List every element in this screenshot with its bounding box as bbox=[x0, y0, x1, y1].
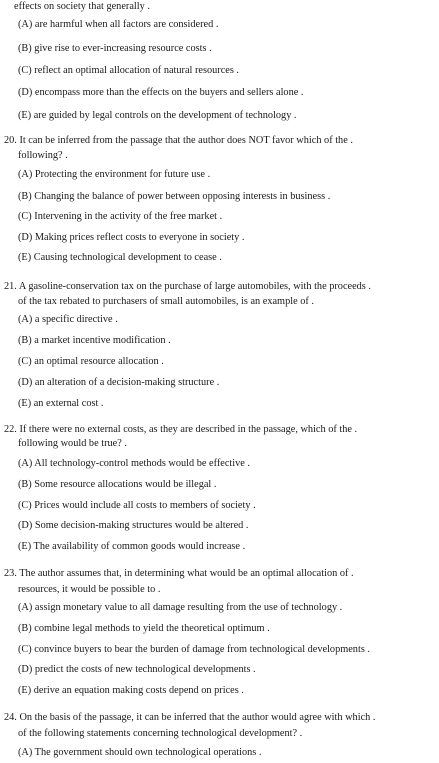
question-20-option-b: (B) Changing the balance of power between opposing interests in business . bbox=[18, 191, 331, 202]
question-23-option-d: (D) predict the costs of new technological developments . bbox=[18, 664, 256, 675]
question-19-option-d: (D) encompass more than the effects on the buyers and sellers alone . bbox=[18, 87, 304, 98]
question-21-option-d: (D) an alteration of a decision-making structure . bbox=[18, 377, 220, 388]
question-21-option-c: (C) an optimal resource allocation . bbox=[18, 356, 164, 367]
question-22-option-c: (C) Prices would include all costs to members of society . bbox=[18, 500, 256, 511]
question-19-option-e: (E) are guided by legal controls on the development of technology . bbox=[18, 110, 297, 121]
question-22-stem-cont: following would be true? . bbox=[18, 438, 127, 449]
question-22-option-d: (D) Some decision-making structures would be altered . bbox=[18, 520, 249, 531]
question-21-stem-cont: of the tax rebated to purchasers of small automobiles, is an example of . bbox=[18, 296, 314, 307]
question-24-stem: 24. On the basis of the passage, it can be inferred that the author would agree with which . bbox=[4, 712, 376, 723]
question-20-stem-cont: following? . bbox=[18, 150, 68, 161]
question-22-option-e: (E) The availability of common goods would increase . bbox=[18, 541, 246, 552]
question-19-option-a: (A) are harmful when all factors are considered . bbox=[18, 19, 219, 30]
question-22-stem: 22. If there were no external costs, as they are described in the passage, which of the . bbox=[4, 424, 358, 435]
question-23-stem: 23. The author assumes that, in determining what would be an optimal allocation of . bbox=[4, 568, 354, 579]
question-20-option-d: (D) Making prices reflect costs to everyone in society . bbox=[18, 232, 245, 243]
question-22-option-a: (A) All technology-control methods would be effective . bbox=[18, 458, 251, 469]
question-21-option-a: (A) a specific directive . bbox=[18, 314, 118, 325]
question-19-stem-end: effects on society that generally . bbox=[14, 1, 150, 12]
question-21-stem: 21. A gasoline-conservation tax on the purchase of large automobiles, with the proceeds . bbox=[4, 281, 371, 292]
question-19-option-c: (C) reflect an optimal allocation of natural resources . bbox=[18, 65, 240, 76]
question-20-option-c: (C) Intervening in the activity of the free market . bbox=[18, 211, 223, 222]
question-23-option-e: (E) derive an equation making costs depend on prices . bbox=[18, 685, 244, 696]
question-21-option-e: (E) an external cost . bbox=[18, 398, 104, 409]
question-24-stem-cont: of the following statements concerning technological development? . bbox=[18, 728, 303, 739]
question-24-option-a: (A) The government should own technological operations . bbox=[18, 747, 262, 758]
question-20-option-e: (E) Causing technological development to cease . bbox=[18, 252, 222, 263]
question-19-option-b: (B) give rise to ever-increasing resource costs . bbox=[18, 43, 212, 54]
question-23-option-c: (C) convince buyers to bear the burden of damage from technological developments . bbox=[18, 644, 370, 655]
question-23-option-a: (A) assign monetary value to all damage resulting from the use of technology . bbox=[18, 602, 343, 613]
question-20-option-a: (A) Protecting the environment for future use . bbox=[18, 169, 211, 180]
question-21-option-b: (B) a market incentive modification . bbox=[18, 335, 171, 346]
question-22-option-b: (B) Some resource allocations would be illegal . bbox=[18, 479, 217, 490]
question-23-option-b: (B) combine legal methods to yield the theoretical optimum . bbox=[18, 623, 270, 634]
question-23-stem-cont: resources, it would be possible to . bbox=[18, 584, 161, 595]
question-20-stem: 20. It can be inferred from the passage that the author does NOT favor which of the . bbox=[4, 135, 353, 146]
